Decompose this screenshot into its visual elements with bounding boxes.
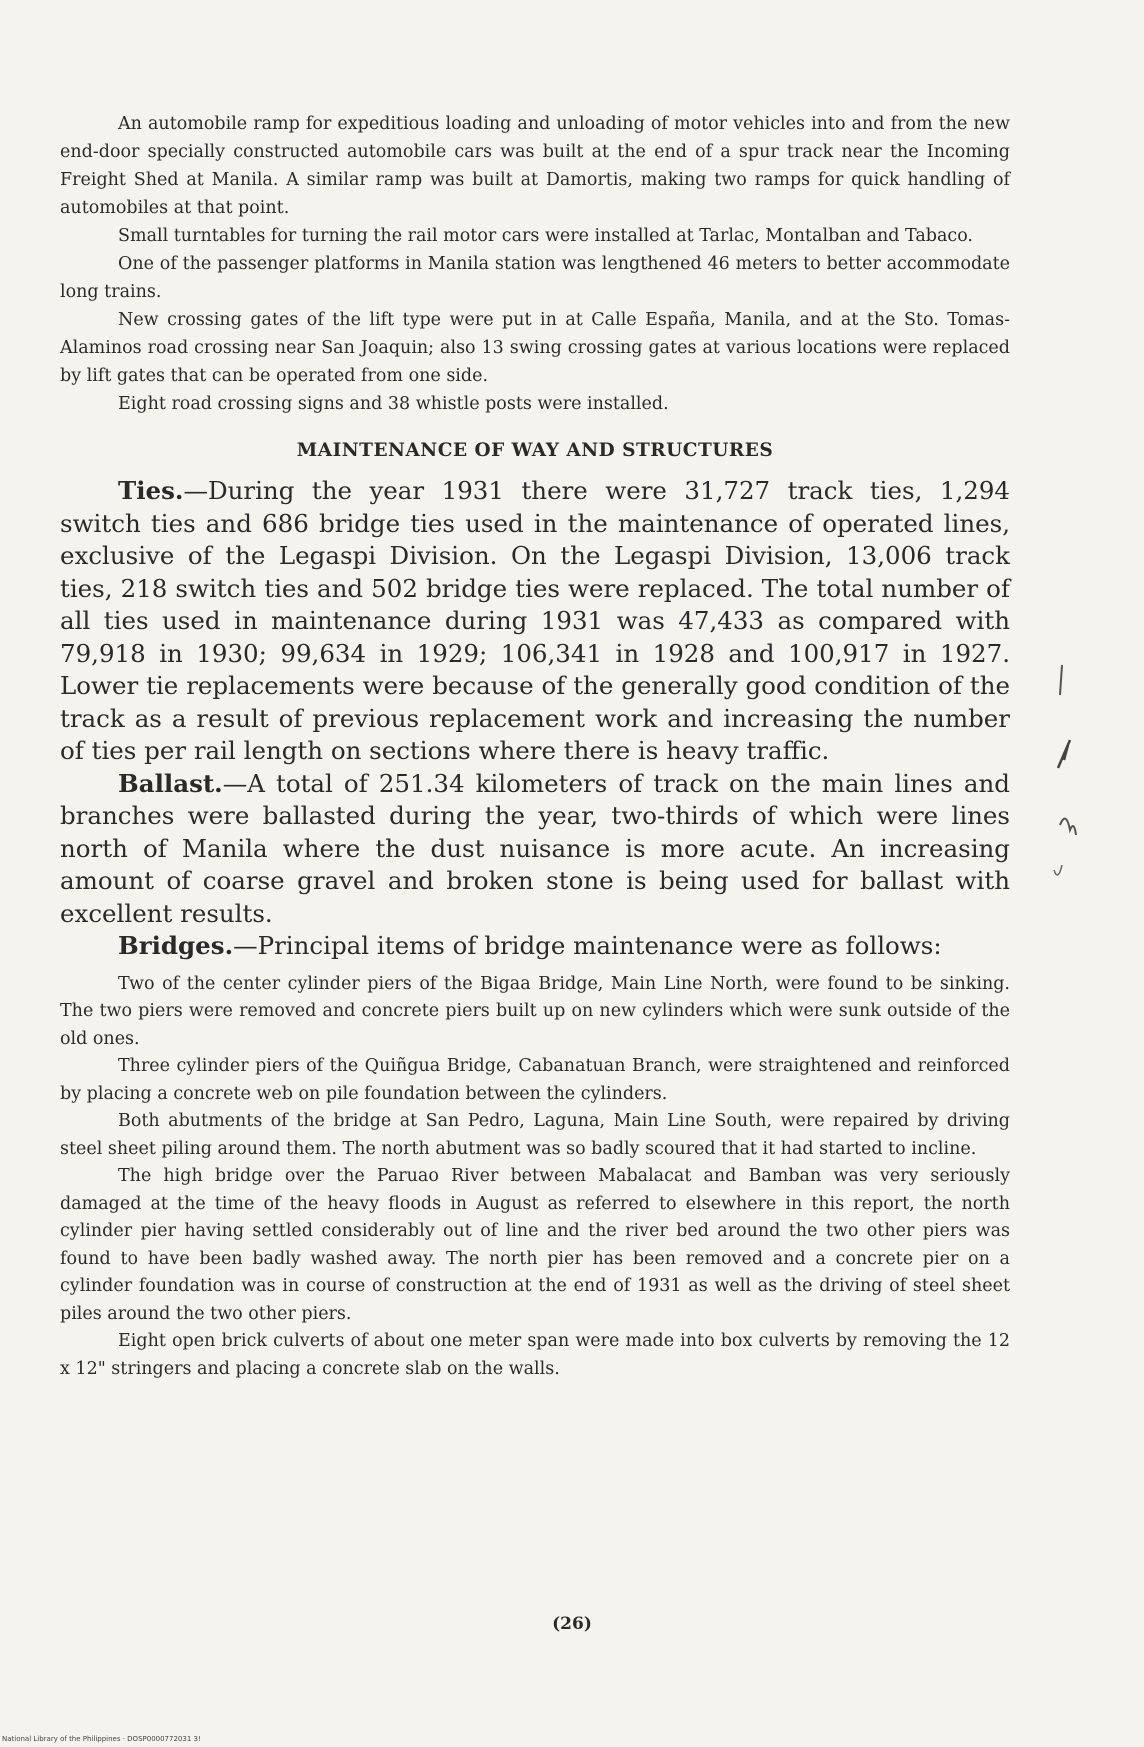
paragraph-turntables: Small turntables for turning the rail motor cars were installed at Tarlac, Montalban and Tabaco. [118, 226, 973, 246]
paragraph-paruao-bridge: The high bridge over the Paruao River between Mabalacat and Bamban was very seriously damaged at the time of the heavy floods in August as referred to elsewhere in this report, the north cylinder pier having settled considerably out of line and the river bed around the two other piers was found to have been badly washed away. The north pier has been removed and a concrete pier on a cylinder foundation was in course of construction at the end of 1931 as well as the driving of steel sheet piles around the two other piers. [60, 1166, 1010, 1324]
pen-mark-2 [1058, 740, 1070, 768]
document-page [60, 110, 1010, 1383]
paragraph-platforms: One of the passenger platforms in Manila station was lengthened 46 meters to better accommodate long trains. [60, 254, 1010, 302]
ballast-lead: Ballast. [118, 768, 223, 798]
intro-section [60, 110, 1010, 418]
pen-mark-4 [1054, 865, 1062, 875]
paragraph-ties [60, 475, 1010, 768]
paragraph-ballast [60, 768, 1010, 931]
page-number: (26) [552, 1614, 592, 1634]
paragraph-bridges [60, 930, 1010, 963]
bridges-lead: Bridges. [118, 931, 234, 960]
section-heading: MAINTENANCE OF WAY AND STRUCTURES [296, 440, 774, 461]
pen-mark-3 [1060, 819, 1076, 835]
ties-lead: Ties. [118, 476, 184, 505]
pen-mark-1 [1060, 665, 1062, 695]
handwritten-margin-marks [1040, 660, 1120, 890]
paragraph-san-pedro-bridge: Both abutments of the bridge at San Pedro, Laguna, Main Line South, were repaired by driving steel sheet piling around them. The north abutment was so badly scoured that it had started to incline. [60, 1111, 1010, 1159]
archive-footer: National Library of the Philippines · DOSP0000772031 3! [2, 1735, 201, 1743]
paragraph-bigaa-bridge: Two of the center cylinder piers of the Bigaa Bridge, Main Line North, were found to be sinking. The two piers were removed and concrete piers built up on new cylinders which were sunk outside of the old ones. [60, 973, 1010, 1049]
paragraph-quingua-bridge: Three cylinder piers of the Quiñgua Bridge, Cabanatuan Branch, were straightened and reinforced by placing a concrete web on pile foundation between the cylinders. [60, 1056, 1010, 1104]
bridges-text: —Principal items of bridge maintenance were as follows: [233, 931, 942, 960]
bridge-items [60, 971, 1010, 1384]
paragraph-signs: Eight road crossing signs and 38 whistle posts were installed. [118, 394, 669, 414]
paragraph-crossing-gates: New crossing gates of the lift type were put in at Calle España, Manila, and at the Sto. Tomas-Alaminos road crossing near San Joaquin; also 13 swing crossing gates at various locations were replaced by lift gates that can be operated from one side. [60, 310, 1010, 386]
main-section [60, 475, 1010, 963]
ties-text: —During the year 1931 there were 31,727 track ties, 1,294 switch ties and 686 bridge ties used in the maintenance of operated lines, exclusive of the Legaspi Division. On the Legaspi Division, 13,006 track ties, 218 switch ties and 502 bridge ties were replaced. The total number of all ties used in maintenance during 1931 was 47,433 as compared with 79,918 in 1930; 99,634 in 1929; 106,341 in 1928 and 100,917 in 1927. Lower tie replacements were because of the generally good condition of the track as a result of previous replacement work and increasing the number of ties per rail length on sections where there is heavy traffic. [60, 476, 1010, 765]
paragraph-automobile-ramp: An automobile ramp for expeditious loading and unloading of motor vehicles into and from the new end-door specially constructed automobile cars was built at the end of a spur track near the Incoming Freight Shed at Manila. A similar ramp was built at Damortis, making two ramps for quick handling of automobiles at that point. [60, 114, 1010, 218]
ballast-text: —A total of 251.34 kilometers of track on the main lines and branches were ballasted during the year, two-thirds of which were lines north of Manila where the dust nuisance is more acute. An increasing amount of coarse gravel and broken stone is being used for ballast with excellent results. [60, 768, 1010, 928]
paragraph-culverts: Eight open brick culverts of about one meter span were made into box culverts by removing the 12 x 12" stringers and placing a concrete slab on the walls. [60, 1331, 1010, 1379]
